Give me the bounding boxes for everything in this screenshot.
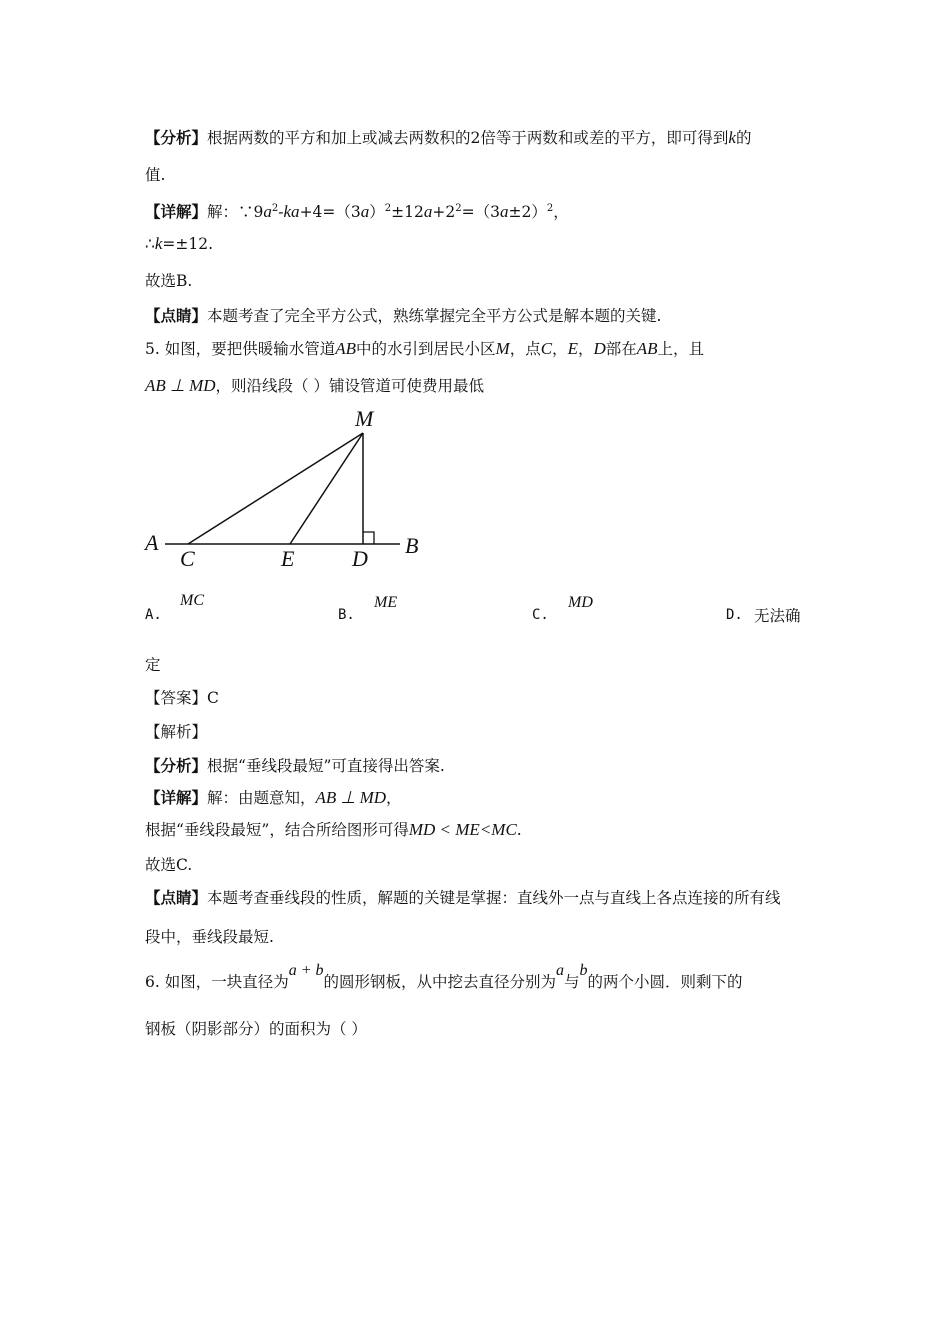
- q5-stem-2: [145, 376, 484, 396]
- q6-stem: [145, 962, 743, 993]
- var-a: a: [263, 202, 272, 221]
- right-angle-mark: [363, 532, 374, 544]
- q5-stem: [145, 339, 704, 359]
- detail-text: +4=（3: [299, 203, 361, 221]
- therefore-value: =±12.: [162, 235, 214, 253]
- option-value: MC: [180, 592, 204, 609]
- stem-text: ，则沿线段（ ）铺设管道可使费用最低: [215, 377, 484, 395]
- q4-comment: [145, 306, 661, 326]
- analysis-label: 【分析】: [145, 128, 208, 147]
- detail-label: 【详解】: [145, 202, 208, 221]
- comment-text: 本题考查垂线段的性质，解题的关键是掌握：直线外一点与直线上各点连接的所有线: [207, 889, 781, 907]
- detail-text: 解：∵9: [207, 203, 264, 221]
- therefore-symbol: ∴: [145, 235, 155, 253]
- q4-analysis: [145, 128, 751, 148]
- analysis-end: 的: [735, 129, 752, 147]
- math-a: a: [556, 962, 565, 979]
- label-B: B: [405, 533, 419, 558]
- detail-text: ±2）: [508, 203, 547, 221]
- q4-detail: [145, 199, 569, 222]
- q5-explain-label: 【解析】: [145, 723, 208, 741]
- math-AB: AB: [335, 339, 356, 358]
- q5-basis: [145, 820, 522, 840]
- q5-choose: 故选C.: [145, 856, 193, 874]
- label-E: E: [281, 546, 295, 571]
- var-a: a: [499, 202, 509, 221]
- option-value: ME: [374, 594, 398, 611]
- var-a: a: [423, 202, 433, 221]
- superscript: 2: [271, 203, 279, 214]
- stem-text: ，点: [509, 340, 541, 358]
- q6-stem-2: 钢板（阴影部分）的面积为（ ）: [145, 1020, 367, 1038]
- option-letter: B.: [338, 607, 355, 623]
- stem-text: ，: [577, 340, 594, 358]
- var-k: k: [154, 234, 163, 253]
- q5-detail: [145, 788, 402, 808]
- q4-analysis-cont: 值.: [145, 166, 166, 184]
- stem-text: ，: [552, 340, 568, 358]
- q5-analysis: [145, 756, 445, 776]
- option-letter: D.: [726, 607, 743, 623]
- superscript: 2: [546, 203, 554, 214]
- segment-ME: [290, 433, 363, 544]
- stem-text: 6. 如图，一块直径为: [145, 973, 289, 991]
- label-D: D: [352, 546, 368, 571]
- q5-answer: 【答案】C: [145, 689, 219, 707]
- analysis-text: 根据两数的平方和加上或减去两数积的2倍等于两数和或差的平方，即可得到: [207, 129, 729, 147]
- math-a-plus-b: a + b: [288, 962, 324, 979]
- option-value: MD: [568, 594, 593, 611]
- q5-option-d-cont: 定: [145, 656, 161, 674]
- var-a: a: [360, 202, 370, 221]
- var-k: k: [728, 128, 736, 147]
- math-E: E: [567, 339, 578, 358]
- stem-text: 上，且: [657, 340, 705, 358]
- detail-label: 【详解】: [145, 788, 208, 807]
- comment-text: 本题考查了完全平方公式，熟练掌握完全平方公式是解本题的关键.: [207, 307, 662, 325]
- superscript: 2: [384, 203, 392, 214]
- stem-text: 与: [564, 973, 580, 991]
- comment-label: 【点睛】: [145, 306, 208, 325]
- detail-text: +2: [432, 203, 456, 221]
- analysis-text: 根据“垂线段最短”可直接得出答案.: [207, 757, 445, 775]
- math-M: M: [495, 339, 510, 358]
- detail-text: -: [278, 203, 284, 221]
- var-ka: ka: [283, 202, 300, 221]
- detail-text: =（3: [461, 203, 500, 221]
- stem-text: 5. 如图，要把供暖输水管道: [145, 340, 336, 358]
- comment-label: 【点睛】: [145, 888, 208, 907]
- label-M: M: [355, 406, 374, 431]
- math-D: D: [593, 339, 606, 358]
- math-b: b: [579, 962, 588, 979]
- stem-text: 的两个小圆．则剩下的: [587, 973, 743, 991]
- math-perpendicular: AB ⊥ MD: [145, 376, 216, 395]
- math-perpendicular: AB ⊥ MD: [315, 788, 387, 807]
- basis-text: .: [516, 821, 522, 839]
- option-value: 无法确: [754, 607, 801, 625]
- math-inequality: MD < ME<MC: [408, 820, 517, 839]
- detail-text: ，: [386, 789, 402, 807]
- detail-text: ±12: [391, 203, 424, 221]
- detail-text: ）: [369, 203, 385, 221]
- basis-text: 根据“垂线段最短”，结合所给图形可得: [145, 821, 409, 839]
- option-letter: C.: [532, 607, 549, 623]
- stem-text: 中的水引到居民小区: [356, 340, 496, 358]
- segment-MC: [188, 433, 363, 544]
- analysis-label: 【分析】: [145, 756, 208, 775]
- label-C: C: [180, 546, 195, 571]
- q4-choose: 故选B.: [145, 272, 193, 290]
- label-A: A: [145, 530, 159, 555]
- math-C: C: [540, 339, 553, 358]
- q5-geometry-figure: [140, 400, 440, 580]
- detail-text: ，: [553, 203, 569, 221]
- math-AB: AB: [636, 339, 658, 358]
- stem-text: 部在: [605, 340, 637, 358]
- q4-therefore: [145, 234, 213, 254]
- detail-text: 解：由题意知，: [207, 789, 316, 807]
- superscript: 2: [455, 203, 462, 214]
- option-letter: A.: [145, 607, 162, 623]
- q5-comment: [145, 888, 781, 908]
- q5-comment-cont: 段中，垂线段最短.: [145, 928, 274, 946]
- stem-text: 的圆形钢板，从中挖去直径分别为: [323, 973, 557, 991]
